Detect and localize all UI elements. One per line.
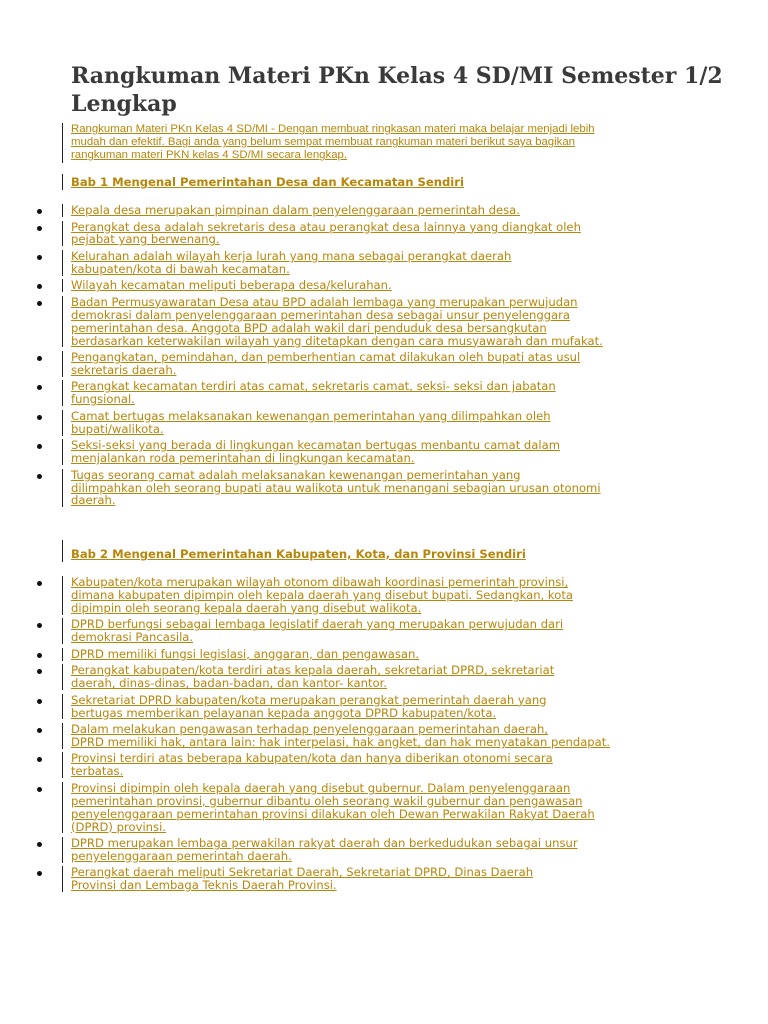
list-item-text: Dalam melakukan pengawasan terhadap penyelenggaraan pemerintahan daerah, DPRD memiliki hak, antara lain: hak interpelasi, hak angket, dan hak menyatakan pendapat. — [62, 723, 742, 749]
list-item-text: Perangkat daerah meliputi Sekretariat Daerah, Sekretariat DPRD, Dinas Daerah Provinsi dan Lembaga Teknis Daerah Provinsi. — [62, 866, 742, 892]
list-item — [62, 752, 742, 778]
list-item — [62, 380, 742, 406]
bullet-icon — [37, 474, 42, 479]
bullet-icon — [37, 356, 42, 361]
bullet-icon — [37, 444, 42, 449]
list-item-text: Perangkat desa adalah sekretaris desa atau perangkat desa lainnya yang diangkat oleh pejabat yang berwenang. — [62, 221, 742, 247]
list-item-text: Camat bertugas melaksanakan kewenangan pemerintahan yang dilimpahkan oleh bupati/walikota. — [62, 410, 742, 436]
list-item-text: Provinsi terdiri atas beberapa kabupaten/kota dan hanya diberikan otonomi secara terbatas. — [62, 752, 742, 778]
list-item-text: Perangkat kabupaten/kota terdiri atas kepala daerah, sekretariat DPRD, sekretariat daerah, dinas-dinas, badan-badan, dan kantor- kantor. — [62, 664, 742, 690]
bullet-icon — [37, 301, 42, 306]
bullet-icon — [37, 699, 42, 704]
list-item-text: DPRD berfungsi sebagai lembaga legislatif daerah yang merupakan perwujudan dari demokrasi Pancasila. — [62, 618, 742, 644]
bullet-icon — [37, 209, 42, 214]
bullet-icon — [37, 415, 42, 420]
list-item — [62, 723, 742, 749]
list-item — [62, 351, 742, 377]
list-item-text: Sekretariat DPRD kabupaten/kota merupakan perangkat pemerintah daerah yang bertugas memberikan pelayanan kepada anggota DPRD kabupaten/kota. — [62, 694, 742, 720]
list-item — [62, 694, 742, 720]
list-item — [62, 782, 742, 834]
bullet-icon — [37, 787, 42, 792]
section-bab-2 — [62, 540, 742, 892]
list-item — [62, 648, 742, 661]
list-item-text: Kepala desa merupakan pimpinan dalam penyelenggaraan pemerintah desa. — [62, 204, 742, 217]
list-item-text: Seksi-seksi yang berada di lingkungan kecamatan bertugas menbantu camat dalam menjalankan roda pemerintahan di lingkungan kecamatan. — [62, 439, 742, 465]
list-item — [62, 837, 742, 863]
list-item-text: DPRD merupakan lembaga perwakilan rakyat daerah dan berkedudukan sebagai unsur penyelenggaraan pemerintah daerah. — [62, 837, 742, 863]
list-item — [62, 439, 742, 465]
list-item — [62, 866, 742, 892]
list-item — [62, 279, 742, 292]
list-item — [62, 410, 742, 436]
bullet-icon — [37, 623, 42, 628]
bullet-icon — [37, 226, 42, 231]
bullet-icon — [37, 842, 42, 847]
list-item — [62, 204, 742, 217]
list-item — [62, 618, 742, 644]
bullet-icon — [37, 284, 42, 289]
list-item — [62, 250, 742, 276]
list-item — [62, 296, 742, 348]
bullet-icon — [37, 581, 42, 586]
list-item — [62, 469, 742, 508]
list-item-text: DPRD memiliki fungsi legislasi, anggaran, dan pengawasan. — [62, 648, 742, 661]
list-item-text: Provinsi dipimpin oleh kepala daerah yang disebut gubernur. Dalam penyelenggaraan pemerintahan provinsi, gubernur dibantu oleh seorang wakil gubernur dan pengawasan penyelenggaraan pemerintahan provinsi dilakukan oleh Dewan Perwakilan Rakyat Daerah (DPRD) provinsi. — [62, 782, 742, 834]
bullet-icon — [37, 255, 42, 260]
list-item — [62, 576, 742, 615]
bullet-icon — [37, 669, 42, 674]
section-heading: Bab 2 Mengenal Pemerintahan Kabupaten, Kota, dan Provinsi Sendiri — [62, 540, 742, 562]
page-title: Rangkuman Materi PKn Kelas 4 SD/MI Semester 1/2 Lengkap — [71, 63, 723, 117]
bullet-icon — [37, 385, 42, 390]
section-heading: Bab 1 Mengenal Pemerintahan Desa dan Kecamatan Sendiri — [62, 174, 742, 190]
section-bab-1 — [62, 174, 742, 507]
bullet-list — [62, 576, 742, 892]
bullet-icon — [37, 757, 42, 762]
intro-paragraph: Rangkuman Materi PKn Kelas 4 SD/MI - Dengan membuat ringkasan materi maka belajar menjadi lebih mudah dan efektif. Bagi anda yang belum sempat membuat rangkuman materi berikut saya bagikan rangkuman materi PKN kelas 4 SD/MI secara lengkap. — [62, 123, 721, 163]
list-item — [62, 221, 742, 247]
list-item-text: Pengangkatan, pemindahan, dan pemberhentian camat dilakukan oleh bupati atas usul sekretaris daerah. — [62, 351, 742, 377]
bullet-icon — [37, 653, 42, 658]
list-item — [62, 664, 742, 690]
list-item-text: Kelurahan adalah wilayah kerja lurah yang mana sebagai perangkat daerah kabupaten/kota di bawah kecamatan. — [62, 250, 742, 276]
list-item-text: Wilayah kecamatan meliputi beberapa desa/kelurahan. — [62, 279, 742, 292]
bullet-icon — [37, 871, 42, 876]
list-item-text: Kabupaten/kota merupakan wilayah otonom dibawah koordinasi pemerintah provinsi, dimana kabupaten dipimpin oleh kepala daerah yang disebut bupati. Sedangkan, kota dipimpin oleh seorang kepala daerah yang disebut walikota. — [62, 576, 742, 615]
list-item-text: Badan Permusyawaratan Desa atau BPD adalah lembaga yang merupakan perwujudan demokrasi dalam penyelenggaraan pemerintahan desa sebagai unsur penyelenggara pemerintahan desa. Anggota BPD adalah wakil dari penduduk desa bersangkutan berdasarkan keterwakilan wilayah yang ditetapkan dengan cara musyawarah dan mufakat. — [62, 296, 742, 348]
bullet-list — [62, 204, 742, 507]
bullet-icon — [37, 728, 42, 733]
list-item-text: Tugas seorang camat adalah melaksanakan kewenangan pemerintahan yang dilimpahkan oleh seorang bupati atau walikota untuk menangani sebagian urusan otonomi daerah. — [62, 469, 742, 508]
list-item-text: Perangkat kecamatan terdiri atas camat, sekretaris camat, seksi- seksi dan jabatan fungsional. — [62, 380, 742, 406]
